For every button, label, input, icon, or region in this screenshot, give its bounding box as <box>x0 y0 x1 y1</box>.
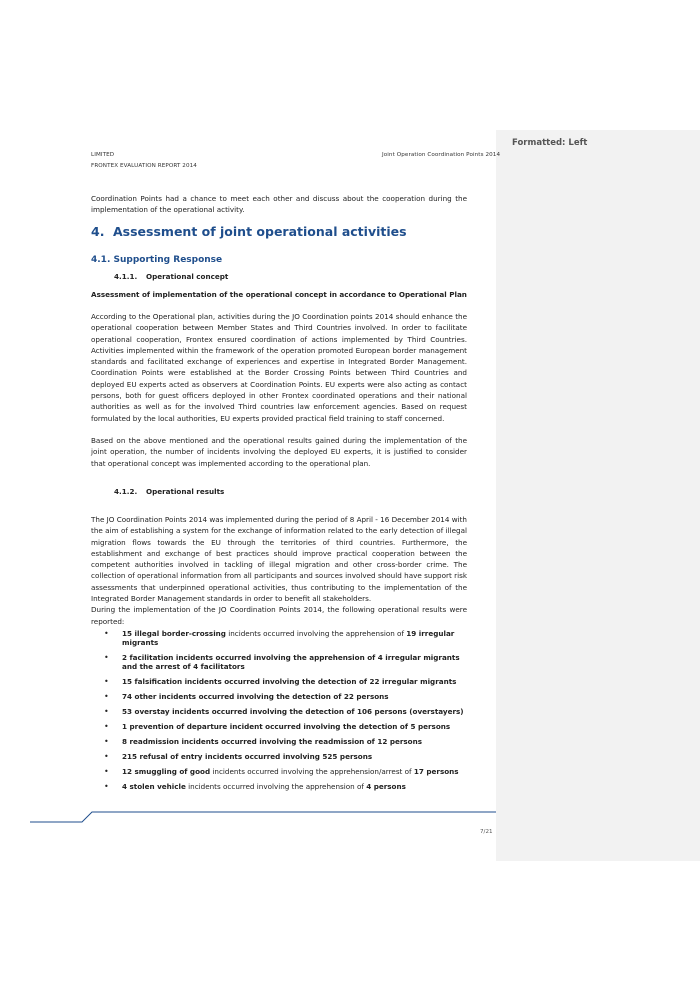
header-report-title: FRONTEX EVALUATION REPORT 2014 <box>91 163 197 169</box>
intro-paragraph <box>91 193 467 216</box>
header-operation-title: Joint Operation Coordination Points 2014 <box>382 152 501 158</box>
list-item: • 2 facilitation incidents occurred involving the apprehension of 4 irregular migrants and the arrest of 4 facilitators <box>91 653 467 671</box>
list-item: • 8 readmission incidents occurred involving the readmission of 12 persons <box>91 737 467 746</box>
conclusion-paragraph <box>91 435 467 469</box>
comment-sidebar <box>496 130 700 861</box>
formatting-note: Formatted: Left <box>512 138 588 148</box>
subsection-title: Operational concept <box>146 272 229 281</box>
results-intro-paragraph <box>91 514 467 627</box>
section-number: 4. <box>91 224 105 239</box>
list-item: • 4 stolen vehicle incidents occurred involving the apprehension of 4 persons <box>91 782 467 791</box>
header-classification: LIMITED <box>91 152 115 158</box>
concept-paragraph <box>91 311 467 424</box>
list-item: • 15 falsification incidents occurred involving the detection of 22 irregular migrants <box>91 677 467 686</box>
results-lead-text: During the implementation of the JO Coordination Points 2014, the following operational results were reported: <box>91 605 467 626</box>
footer-rule <box>30 810 496 826</box>
conclusion-text: Based on the above mentioned and the operational results gained during the implementation of the joint operation, the number of incidents involving the deployed EU experts, it is justified to consider that operational concept was implemented according to the operational plan. <box>91 436 467 468</box>
assessment-heading: Assessment of implementation of the operational concept in accordance to Operational Plan <box>91 290 467 299</box>
section-heading-4-1-2 <box>114 487 224 496</box>
list-item: • 1 prevention of departure incident occurred involving the detection of 5 persons <box>91 722 467 731</box>
list-item: • 12 smuggling of good incidents occurred involving the apprehension/arrest of 17 persons <box>91 767 467 776</box>
list-item: • 74 other incidents occurred involving the detection of 22 persons <box>91 692 467 701</box>
results-intro-text: The JO Coordination Points 2014 was implemented during the period of 8 April - 16 December 2014 with the aim of establishing a system for the exchange of information related to the early detection of illegal migration flows towards the EU through the territories of third countries. Furthermore, the establishment and exchange of best practices should improve practical cooperation between the competent authorities involved in tackling of illegal migration and other cross-border crime. The collection of operational information from all participants and sources involved should have support risk assessments that underpinned operational activities, thus contributing to the implementation of the Integrated Border Management standards in order to benefit all stakeholders. <box>91 515 467 604</box>
results-list <box>91 629 467 791</box>
intro-text: Coordination Points had a chance to meet each other and discuss about the cooperation during the implementation of the operational activity. <box>91 194 467 215</box>
list-item: • 15 illegal border-crossing incidents occurred involving the apprehension of 19 irregular migrants <box>91 629 467 647</box>
subsection-number: 4.1.1. <box>114 272 138 281</box>
section-heading-4 <box>91 224 407 239</box>
section-heading-4-1: 4.1. Supporting Response <box>91 255 223 265</box>
subsection-title: Operational results <box>146 487 225 496</box>
page-number: 7/21 <box>480 829 493 835</box>
concept-text: According to the Operational plan, activities during the JO Coordination points 2014 should enhance the operational cooperation between Member States and Third Countries involved. In order to facilitate operational cooperation, Frontex ensured coordination of actions implemented by Third Countries. Activities implemented within the framework of the operation promoted European border management standards and facilitated exchange of experiences and expertise in Integrated Border Management. Coordination Points were established at the Border Crossing Points between Third Countries and deployed EU experts acted as observers at Coordination Points. EU experts were also acting as contact persons, both for guest officers deployed in other Frontex coordinated operations and their national authorities as well as for the involved Third countries law enforcement agencies. Based on request formulated by the local authorities, EU experts provided practical field training to staff concerned. <box>91 312 467 423</box>
list-item: • 53 overstay incidents occurred involving the detection of 106 persons (overstayers) <box>91 707 467 716</box>
list-item: • 215 refusal of entry incidents occurred involving 525 persons <box>91 752 467 761</box>
section-heading-4-1-1 <box>114 272 228 281</box>
section-title: Assessment of joint operational activities <box>113 224 407 239</box>
subsection-number: 4.1.2. <box>114 487 138 496</box>
